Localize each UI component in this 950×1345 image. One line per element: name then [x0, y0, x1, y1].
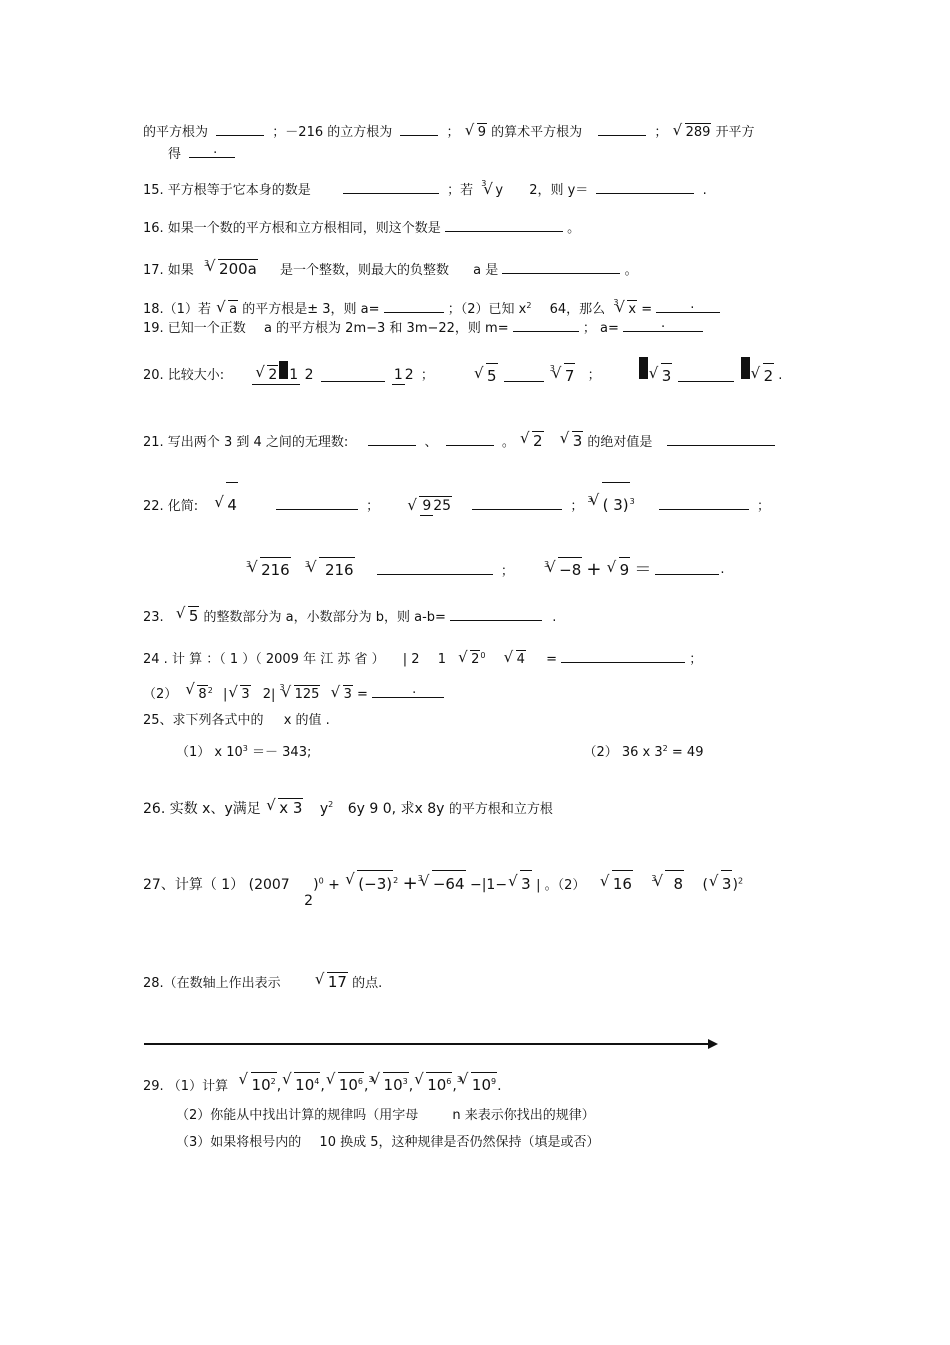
cbrt-125: √ 125	[284, 685, 321, 704]
answer-blank[interactable]	[446, 433, 494, 446]
q15: 15. 平方根等于它本身的数是 ；若 3√ y 2，则 y＝ .	[143, 181, 707, 201]
answer-blank[interactable]	[513, 319, 579, 332]
q24-line1: 24 . 计 算 ：（ 1 ）（ 2009 年 江 苏 省 ） | 2 1 √ $2^0$ √ 4 = ；	[143, 647, 702, 669]
text: 21. 写出两个 3 到 4 之间的无理数:	[143, 435, 349, 450]
q24-line2: （2） √ $8^2$ |√ 3 2| 3√ 125 √ 3 = .	[143, 682, 444, 705]
answer-blank[interactable]: .	[655, 562, 719, 575]
cbrt-216: √ 216	[309, 557, 355, 582]
sqrt-5: √ 5	[178, 606, 200, 625]
redaction-mark	[639, 357, 648, 379]
text: n 来表示你找出的规律）	[452, 1108, 595, 1123]
cbrt-neg3-cubed: √ ( 3)$^3$	[592, 480, 635, 527]
text: ； a=	[582, 321, 619, 336]
abs-bar: |	[222, 687, 228, 703]
sqrt-9: √ 9	[467, 123, 487, 142]
sqrt-neg3-squared: √ $(-3)^2$	[347, 868, 398, 897]
text: ；	[689, 652, 703, 668]
cbrt-7: √ 7	[554, 363, 576, 388]
answer-blank[interactable]	[678, 369, 734, 382]
answer-blank[interactable]	[667, 433, 775, 446]
text: （2） 36 x 3	[583, 745, 663, 761]
q14-line1	[143, 123, 755, 142]
text: y	[319, 800, 329, 817]
text: 的平方根为	[143, 125, 209, 140]
text: 2，则 y＝	[529, 183, 589, 198]
answer-blank[interactable]	[502, 261, 620, 274]
sqrt-3: √ 3	[333, 685, 353, 704]
text: （2）你能从中找出计算的规律吗（用字母	[176, 1108, 419, 1123]
text: （2）	[143, 687, 178, 703]
sqrt-2: √ 2	[522, 431, 544, 450]
text: 18.（1）若	[143, 302, 211, 318]
text: 22. 化简:	[143, 499, 199, 514]
answer-blank[interactable]: .	[656, 300, 720, 313]
cbrt-10-3: √ $10^3$	[373, 1072, 409, 1094]
sqrt-16: √ 16	[602, 870, 633, 897]
text: ；（2）已知 x	[447, 302, 527, 318]
text: ；若	[447, 183, 474, 198]
sqrt-10-4: √ $10^4$	[284, 1072, 320, 1094]
answer-blank[interactable]	[276, 497, 358, 510]
answer-blank[interactable]	[343, 181, 439, 194]
sqrt-a: √ a	[218, 300, 238, 319]
text: −|1−	[469, 877, 508, 893]
text: 1	[437, 652, 446, 668]
cbrt-neg8: √ −8	[548, 557, 582, 582]
text: 64，那么	[549, 302, 606, 318]
answer-blank[interactable]	[598, 123, 646, 136]
sqrt-4: √ 4	[216, 482, 238, 527]
text: ；－216 的立方根为	[272, 125, 393, 140]
q29-part3	[176, 1134, 600, 1152]
q29: 29. （1）计算 √ $10^2,√$ $10^4,√$ $10^6,3√$ $10^3,√$ $10^6,3√$ $10^9$.	[143, 1072, 502, 1097]
text: =	[357, 687, 368, 703]
text: 16. 如果一个数的平方根和立方根相同，则这个数是	[143, 221, 441, 236]
text: ＝	[634, 560, 652, 580]
text: x 的值 .	[283, 713, 330, 728]
q26: 26. 实数 x、y满足 √ x 3 $y^2$ 6y 9 0, 求x 8y 的平方根和立方根	[143, 796, 553, 819]
q18: 18.（1）若 √ a 的平方根是± 3，则 a= ；（2）已知 $x^2$ 64，那么 3√ x = .	[143, 297, 720, 320]
text: 的平方根是± 3，则 a=	[242, 302, 380, 318]
text: 17. 如果	[143, 263, 194, 278]
text: a 的平方根为 2m−3 和 3m−22，则 m=	[263, 321, 509, 336]
text: 求x 8y	[400, 800, 445, 817]
text: +	[328, 877, 340, 893]
answer-blank[interactable]: .	[189, 145, 235, 158]
cbrt-x: √ x	[617, 300, 637, 319]
text: （3）如果将根号内的	[176, 1135, 302, 1150]
text: 的平方根和立方根	[448, 801, 553, 817]
text: .	[778, 367, 783, 383]
q14-line2	[168, 142, 239, 164]
text: 。	[567, 221, 581, 236]
q29-part2	[176, 1107, 595, 1125]
text: ；	[654, 125, 668, 140]
q16	[143, 219, 580, 238]
sqrt-2: √ 2	[460, 650, 480, 669]
q27: 27、计算（ 1） (2007 2)$^0$ + √ $(-3)^2 +3√ -64 -|1-√$ 3 | 。（2） √ 16 3√ 8 (√ 3)$^2$	[143, 868, 743, 900]
arrow-head	[708, 1039, 718, 1049]
text: 2	[411, 652, 420, 668]
cbrt-neg64: √ −64	[422, 870, 466, 897]
cbrt-10-9: √ $10^9$	[461, 1072, 497, 1094]
text: ；	[446, 125, 460, 140]
text: 25、求下列各式中的	[143, 713, 264, 728]
sqrt-x-minus-3: √ x 3	[268, 798, 303, 817]
text: ；	[500, 564, 514, 579]
text: ；	[756, 499, 770, 514]
text: ；	[366, 499, 380, 514]
q17: 17. 如果 3√ 200a 是一个整数，则最大的负整数 a 是 。	[143, 259, 638, 281]
sqrt-289: √ 289	[675, 123, 712, 142]
q28	[143, 972, 382, 993]
cbrt-8: √ 8	[655, 870, 684, 897]
text: 、	[424, 435, 438, 450]
text: 的整数部分为 a，小数部分为 b，则 a-b=	[203, 610, 446, 625]
text: 。	[501, 435, 515, 450]
sqrt-3: √ 3	[711, 870, 733, 897]
text: (	[702, 877, 708, 893]
plus-sign: +	[402, 873, 418, 894]
q25	[143, 712, 330, 730]
text: ；	[587, 367, 601, 383]
q19	[143, 316, 703, 338]
sqrt-10-2: √ $10^2$	[241, 1072, 277, 1094]
text: 的绝对值是	[587, 435, 653, 450]
text: 是一个整数，则最大的负整数	[280, 263, 450, 278]
q21	[143, 431, 779, 452]
answer-blank[interactable]	[321, 369, 385, 382]
text: 2	[304, 893, 314, 909]
text: 得	[168, 147, 182, 162]
answer-blank[interactable]: .	[623, 319, 703, 332]
cbrt-216: √ 216	[250, 557, 291, 582]
answer-blank[interactable]	[596, 181, 694, 194]
text: 28.（在数轴上作出表示	[143, 976, 281, 991]
answer-blank[interactable]	[561, 650, 685, 663]
answer-blank[interactable]	[368, 433, 416, 446]
text: ＝－ 343;	[252, 745, 312, 761]
q20: 20. 比较大小: √ 2 1 2 1 2 ； √ 5 3√ 7 ； √ 3 √ 2 .	[143, 357, 782, 389]
text: ；	[570, 499, 584, 514]
cbrt-y: √ y	[485, 182, 503, 200]
text: 的算术平方根为	[491, 125, 583, 140]
sqrt-10-6: √ $10^6$	[416, 1072, 452, 1094]
q22: 22. 化简: √ 4 ； √ 9 25 ； 3√ ( 3)$^3$ ；	[143, 480, 770, 530]
sqrt-9: √ 9	[609, 557, 631, 582]
text: .	[702, 183, 707, 198]
answer-blank[interactable]	[504, 369, 544, 382]
text: =	[546, 652, 557, 668]
redaction-mark	[279, 361, 288, 379]
text: | 。（2）	[536, 878, 586, 893]
fraction-1-over-2: 1 2	[393, 367, 414, 383]
answer-blank[interactable]	[384, 300, 444, 313]
sqrt-3: √ 3	[562, 431, 584, 450]
text: 2	[262, 687, 272, 703]
answer-blank[interactable]	[445, 219, 563, 232]
sqrt-9-over-25: √ 9 25	[409, 485, 452, 529]
sqrt-17: √ 17	[317, 972, 348, 991]
plus-sign: +	[586, 559, 602, 580]
number-line[interactable]	[144, 1036, 720, 1052]
answer-blank[interactable]: .	[372, 685, 444, 698]
text: 10 换成 5，这种规律是否仍然保持（填是或否）	[319, 1135, 600, 1150]
text: a 是	[473, 263, 499, 278]
cbrt-200a: √ 200a	[208, 259, 258, 278]
text: =	[641, 302, 653, 318]
text: 20. 比较大小:	[143, 367, 225, 383]
answer-blank[interactable]	[400, 123, 438, 136]
text: 6y 9 0,	[347, 800, 397, 817]
text: = 49	[671, 745, 704, 761]
fraction-sqrt2-over-2: √ 2 1 2	[252, 361, 313, 385]
text: 。	[624, 263, 638, 278]
answer-blank[interactable]	[659, 497, 749, 510]
sqrt-3: √ 3	[651, 363, 673, 388]
answer-blank[interactable]	[472, 497, 562, 510]
text: 19. 已知一个正数	[143, 321, 246, 336]
q25-parts: （1） x $10^3 =- 343$; （2） 36 x $3^2 = 49$	[176, 744, 704, 761]
sqrt-3: √ 3	[230, 685, 250, 704]
sqrt-8-squared: √ $8^2$	[187, 682, 212, 704]
q22-line2: 3√ 216 3√ 216 ； 3√ −8 + √ 9 ＝ .	[246, 557, 719, 585]
text: ；	[420, 367, 434, 383]
text: 15. 平方根等于它本身的数是	[143, 183, 311, 198]
answer-blank[interactable]	[216, 123, 264, 136]
text: （1） x 10	[176, 745, 243, 761]
sqrt-2: √ 2	[753, 363, 775, 388]
answer-blank[interactable]	[377, 562, 493, 575]
redaction-mark	[741, 357, 750, 379]
sqrt-5: √ 5	[476, 363, 498, 388]
text: .	[552, 610, 557, 625]
text: 23.	[143, 610, 164, 625]
text: 24 . 计 算 ：（ 1 ）（ 2009 年 江 苏 省 ）	[143, 652, 385, 668]
text: 27、计算（ 1） (2007	[143, 877, 290, 893]
sqrt-4: √ 4	[506, 650, 526, 669]
answer-blank[interactable]	[450, 608, 542, 621]
text: 开平方	[715, 125, 755, 140]
text: 26. 实数 x、y满足	[143, 800, 261, 817]
sqrt-10-6: √ $10^6$	[328, 1072, 364, 1094]
abs-bar: |	[402, 652, 408, 668]
text: 的点.	[352, 976, 383, 991]
text: 29. （1）计算	[143, 1079, 229, 1094]
q23	[143, 606, 556, 627]
sqrt-3: √ 3	[510, 870, 532, 897]
